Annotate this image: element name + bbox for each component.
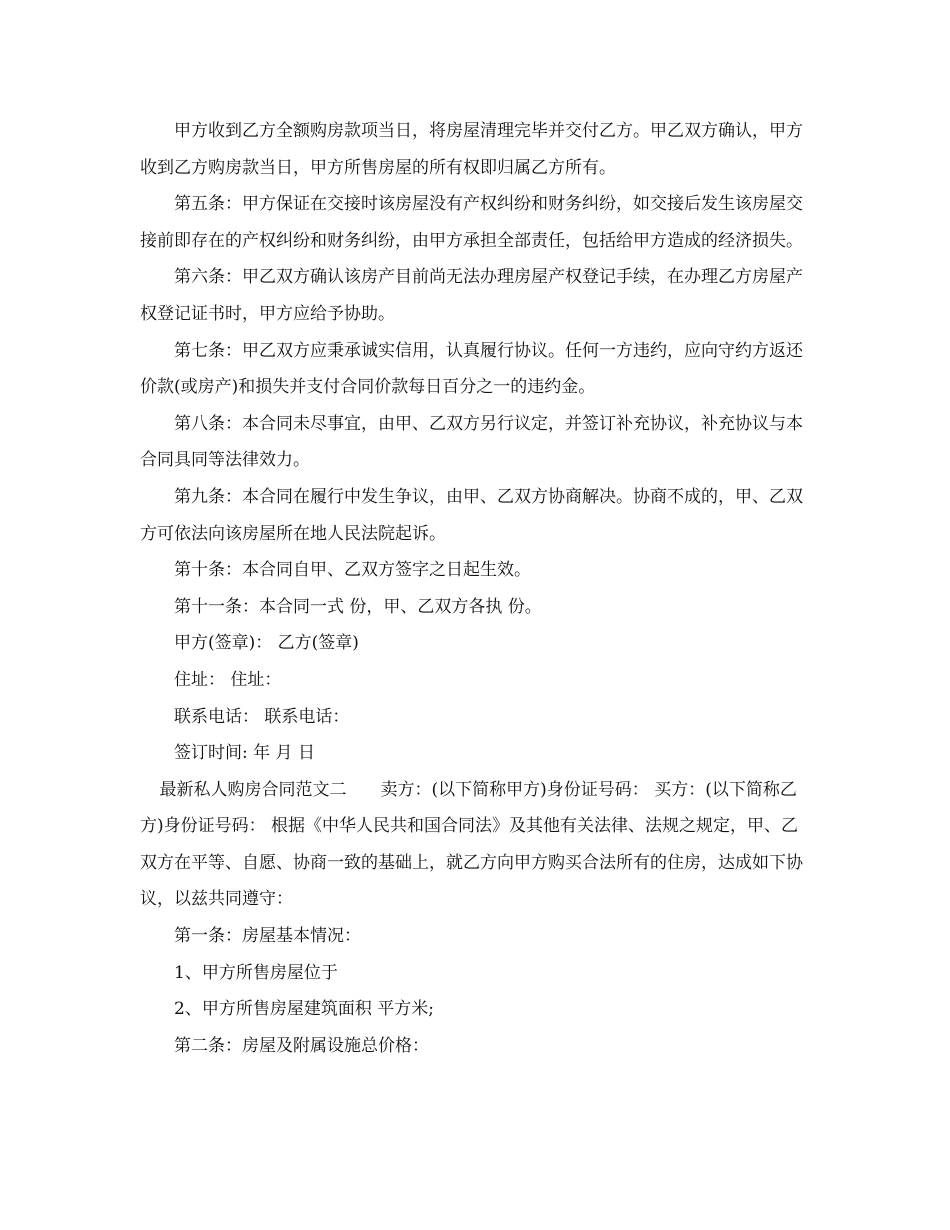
paragraph-article-5: 第五条：甲方保证在交接时该房屋没有产权纠纷和财务纠纷，如交接后发生该房屋交接前即存在的产权纠纷和财务纠纷，由甲方承担全部责任，包括给甲方造成的经济损失。 — [140, 194, 803, 251]
paragraph-sample-2-intro: 最新私人购房合同范文二 卖方：(以下简称甲方)身份证号码： 买方：(以下简称乙方)身份证号码： 根据《中华人民共和国合同法》及其他有关法律、法规之规定，甲、乙双方在平等、自愿、协商一致的基础上，就乙方向甲方购买合法所有的住房，达成如下协议，以兹共同遵守： — [140, 779, 803, 910]
paragraph-item-2: 2、甲方所售房屋建筑面积 平方米; — [174, 999, 434, 1020]
paragraph-article-11: 第十一条：本合同一式 份，甲、乙双方各执 份。 — [174, 596, 542, 617]
document-body — [140, 113, 812, 1064]
paragraph-article-6: 第六条：甲乙双方确认该房产目前尚无法办理房屋产权登记手续，在办理乙方房屋产权登记证书时，甲方应给予协助。 — [140, 267, 803, 324]
paragraph-article-2: 第二条：房屋及附属设施总价格： — [174, 1035, 429, 1056]
address-line: 住址： 住址： — [174, 669, 282, 690]
paragraph-article-8: 第八条：本合同未尽事宜，由甲、乙双方另行议定，并签订补充协议，补充协议与本合同具同等法律效力。 — [140, 413, 803, 471]
phone-line: 联系电话： 联系电话： — [174, 706, 350, 727]
paragraph-article-7: 第七条：甲乙双方应秉承诚实信用，认真履行协议。任何一方违约，应向守约方返还价款(或房产)和损失并支付合同价款每日百分之一的违约金。 — [140, 340, 803, 398]
paragraph-item-1: 1、甲方所售房屋位于 — [174, 962, 338, 983]
paragraph-handover: 甲方收到乙方全额购房款项当日，将房屋清理完毕并交付乙方。甲乙双方确认，甲方收到乙方购房款当日，甲方所售房屋的所有权即归属乙方所有。 — [140, 121, 803, 178]
paragraph-article-1: 第一条：房屋基本情况： — [174, 926, 361, 947]
paragraph-article-10: 第十条：本合同自甲、乙双方签字之日起生效。 — [174, 560, 531, 581]
paragraph-article-9: 第九条：本合同在履行中发生争议，由甲、乙双方协商解决。协商不成的，甲、乙双方可依法向该房屋所在地人民法院起诉。 — [140, 486, 803, 544]
signature-line: 甲方(签章)： 乙方(签章) — [174, 633, 359, 654]
signing-date-line: 签订时间: 年 月 日 — [174, 743, 315, 764]
